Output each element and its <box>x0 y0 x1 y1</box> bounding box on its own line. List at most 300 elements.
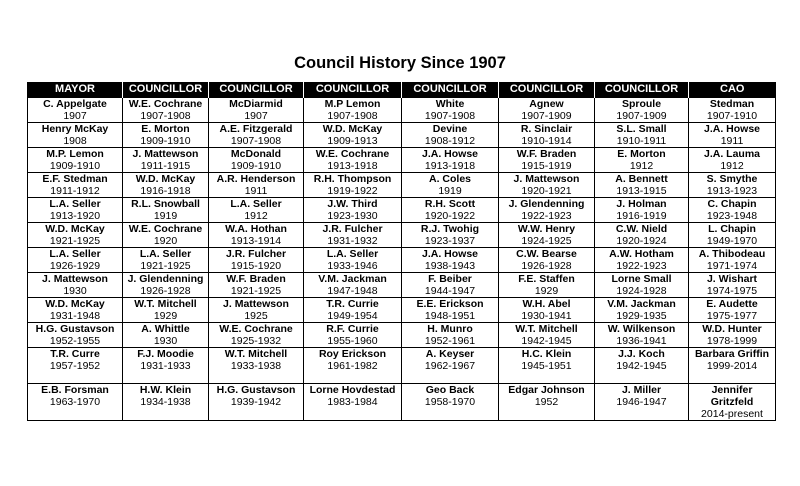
term-years: 1949-1954 <box>327 310 378 322</box>
person-name: Barbara Griffin <box>694 348 770 360</box>
cao-cell <box>689 198 776 223</box>
person-name: S. Smythe <box>706 173 758 185</box>
cao-cell <box>689 348 776 384</box>
term-years: 1978-1999 <box>706 335 758 347</box>
term-years: 1919 <box>153 210 178 222</box>
person-name: Sproule <box>621 98 662 110</box>
term-years: 1930 <box>153 335 178 347</box>
person-name: J.A. Lauma <box>703 148 761 160</box>
person-name: Agnew <box>529 98 564 110</box>
councillor-cell <box>402 98 499 123</box>
person-name: E. Morton <box>617 148 666 160</box>
term-years: 1952 <box>534 396 559 408</box>
term-years: 2014-present <box>701 408 763 420</box>
mayor-cell <box>28 148 123 173</box>
term-years: 1921-1925 <box>230 285 282 297</box>
term-years: 1945-1951 <box>521 360 572 372</box>
term-years: 1925-1932 <box>230 335 282 347</box>
person-name: R.L. Snowball <box>131 198 200 210</box>
councillor-cell <box>123 173 209 198</box>
person-name: C.W. Nield <box>615 223 668 235</box>
councillor-cell <box>304 248 402 273</box>
term-years: 1921-1925 <box>140 260 191 272</box>
councillor-cell <box>209 148 304 173</box>
table-row <box>28 323 776 348</box>
mayor-cell <box>28 173 123 198</box>
person-name: A.E. Fitzgerald <box>219 123 293 135</box>
term-years: 1920-1921 <box>521 185 572 197</box>
person-name: W.E. Cochrane <box>128 223 203 235</box>
councillor-cell <box>595 98 689 123</box>
cao-cell <box>689 248 776 273</box>
term-years: 1952-1955 <box>49 335 101 347</box>
person-name: A. Coles <box>428 173 471 185</box>
term-years: 1983-1984 <box>327 396 378 408</box>
councillor-cell <box>304 123 402 148</box>
person-name: W.D. McKay <box>322 123 383 135</box>
term-years: 1911 <box>244 185 268 197</box>
person-name: W.T. Mitchell <box>224 348 288 360</box>
councillor-cell <box>595 223 689 248</box>
person-name: J. Mattewson <box>42 273 108 285</box>
term-years: 1911-1915 <box>140 160 191 172</box>
councillor-cell <box>209 98 304 123</box>
councillor-cell <box>499 323 595 348</box>
cao-cell <box>689 98 776 123</box>
term-years: 1913-1918 <box>327 160 378 172</box>
term-years: 1926-1928 <box>140 285 191 297</box>
table-row <box>28 298 776 323</box>
term-years: 1920-1922 <box>424 210 476 222</box>
councillor-cell <box>595 248 689 273</box>
header-councillor: COUNCILLOR <box>595 82 689 98</box>
councillor-cell <box>402 323 499 348</box>
council-history-table <box>27 82 776 421</box>
councillor-cell <box>209 323 304 348</box>
term-years: 1975-1977 <box>706 310 758 322</box>
person-name: J.A. Howse <box>421 148 479 160</box>
term-years: 1929-1935 <box>616 310 667 322</box>
councillor-cell <box>123 273 209 298</box>
term-years: 1913-1918 <box>424 160 476 172</box>
term-years: 1915-1919 <box>521 160 572 172</box>
term-years: 1931-1932 <box>327 235 378 247</box>
councillor-cell <box>123 384 209 421</box>
councillor-cell <box>209 348 304 384</box>
person-name: L.A. Seller <box>326 248 379 260</box>
councillor-cell <box>123 223 209 248</box>
person-name: H.G. Gustavson <box>35 323 115 335</box>
term-years: 1920 <box>153 235 178 247</box>
person-name: A.W. Hotham <box>609 248 674 260</box>
term-years: 1934-1938 <box>140 396 191 408</box>
header-row <box>28 82 776 98</box>
councillor-cell <box>123 298 209 323</box>
person-name: H. Munro <box>427 323 473 335</box>
person-name: E. Morton <box>141 123 190 135</box>
councillor-cell <box>595 173 689 198</box>
person-name: W.F. Braden <box>516 148 577 160</box>
councillor-cell <box>402 348 499 384</box>
term-years: 1907-1908 <box>230 135 282 147</box>
person-name: J. Holman <box>616 198 667 210</box>
cao-cell <box>689 384 776 421</box>
person-name: R.F. Currie <box>326 323 379 335</box>
person-name: S.L. Small <box>616 123 667 135</box>
mayor-cell <box>28 298 123 323</box>
person-name: H.W. Klein <box>139 384 192 396</box>
councillor-cell <box>402 273 499 298</box>
mayor-cell <box>28 198 123 223</box>
header-mayor: MAYOR <box>28 82 123 98</box>
councillor-cell <box>304 198 402 223</box>
person-name: Lorne Hovdestad <box>309 384 396 396</box>
person-name: W.T. Mitchell <box>515 323 578 335</box>
term-years: 1924-1928 <box>616 285 667 297</box>
person-name: J. Mattewson <box>132 148 199 160</box>
term-years: 1946-1947 <box>616 396 667 408</box>
term-years: 1909-1910 <box>140 135 191 147</box>
person-name: A. Bennett <box>615 173 668 185</box>
term-years: 1911 <box>720 135 744 147</box>
term-years: 1962-1967 <box>424 360 476 372</box>
person-name: J. Miller <box>621 384 662 396</box>
person-name: L.A. Seller <box>139 248 192 260</box>
person-name: J. Glendenning <box>127 273 204 285</box>
term-years: 1908 <box>63 135 87 147</box>
term-years: 1910-1914 <box>521 135 572 147</box>
person-name: J. Mattewson <box>513 173 580 185</box>
term-years: 1929 <box>153 310 178 322</box>
term-years: 1907-1909 <box>521 110 572 122</box>
term-years: 1939-1942 <box>230 396 282 408</box>
person-name: Edgar Johnson <box>508 384 585 396</box>
councillor-cell <box>123 248 209 273</box>
term-years: 1974-1975 <box>706 285 758 297</box>
person-name: W.D. McKay <box>135 173 196 185</box>
person-name: W.E. Cochrane <box>315 148 390 160</box>
councillor-cell <box>123 148 209 173</box>
table-row <box>28 198 776 223</box>
person-name: Devine <box>432 123 468 135</box>
term-years: 1913-1915 <box>616 185 667 197</box>
councillor-cell <box>402 123 499 148</box>
person-name: J.A. Howse <box>421 248 479 260</box>
councillor-cell <box>123 323 209 348</box>
term-years: 1907-1909 <box>616 110 667 122</box>
councillor-cell <box>402 173 499 198</box>
person-name: F. Beiber <box>428 273 472 285</box>
term-years: 1907-1908 <box>140 110 191 122</box>
person-name: W.D. McKay <box>45 223 105 235</box>
person-name: H.G. Gustavson <box>216 384 296 396</box>
person-name: J. Mattewson <box>223 298 289 310</box>
mayor-cell <box>28 98 123 123</box>
councillor-cell <box>304 173 402 198</box>
person-name: V.M. Jackman <box>318 273 387 285</box>
councillor-cell <box>304 323 402 348</box>
term-years: 1933-1946 <box>327 260 378 272</box>
mayor-cell <box>28 323 123 348</box>
term-years: 1930-1941 <box>521 310 572 322</box>
term-years: 1912 <box>629 160 654 172</box>
term-years: 1907-1908 <box>424 110 476 122</box>
term-years: 1912 <box>244 210 268 222</box>
term-years: 1955-1960 <box>327 335 378 347</box>
mayor-cell <box>28 248 123 273</box>
person-name: Henry McKay <box>41 123 109 135</box>
person-name: L.A. Seller <box>49 248 101 260</box>
page-title: Council History Since 1907 <box>294 54 506 72</box>
councillor-cell <box>304 298 402 323</box>
person-name: M.P Lemon <box>324 98 381 110</box>
councillor-cell <box>499 148 595 173</box>
term-years: 1909-1910 <box>49 160 101 172</box>
councillor-cell <box>209 384 304 421</box>
header-councillor: COUNCILLOR <box>123 82 209 98</box>
person-name: J. Wishart <box>706 273 758 285</box>
term-years: 1958-1970 <box>424 396 476 408</box>
term-years: 1907 <box>244 110 268 122</box>
person-name: W.H. Abel <box>522 298 571 310</box>
term-years: 1909-1910 <box>230 160 282 172</box>
term-years: 1907 <box>63 110 87 122</box>
term-years: 1919 <box>438 185 462 197</box>
table-row <box>28 348 776 384</box>
term-years: 1919-1922 <box>327 185 378 197</box>
cao-cell <box>689 298 776 323</box>
table-row <box>28 223 776 248</box>
councillor-cell <box>123 198 209 223</box>
councillor-cell <box>402 248 499 273</box>
person-name: W.T. Mitchell <box>134 298 197 310</box>
table-row <box>28 148 776 173</box>
councillor-cell <box>402 148 499 173</box>
person-name: W.A. Hothan <box>225 223 287 235</box>
person-name: E.B. Forsman <box>41 384 109 396</box>
table-row <box>28 123 776 148</box>
term-years: 1931-1933 <box>140 360 191 372</box>
person-name: R.J. Twohig <box>420 223 480 235</box>
person-name: Jennifer Gritzfeld <box>710 384 754 408</box>
councillor-cell <box>595 123 689 148</box>
person-name: W.F. Braden <box>226 273 286 285</box>
term-years: 1929 <box>534 285 559 297</box>
councillor-cell <box>499 173 595 198</box>
person-name: Geo Back <box>425 384 475 396</box>
councillor-cell <box>123 98 209 123</box>
term-years: 1915-1920 <box>230 260 282 272</box>
councillor-cell <box>595 273 689 298</box>
term-years: 1925 <box>244 310 268 322</box>
term-years: 1913-1923 <box>706 185 758 197</box>
header-councillor: COUNCILLOR <box>402 82 499 98</box>
person-name: W.W. Henry <box>517 223 576 235</box>
cao-cell <box>689 173 776 198</box>
term-years: 1923-1948 <box>706 210 758 222</box>
mayor-cell <box>28 223 123 248</box>
person-name: E. Audette <box>706 298 758 310</box>
term-years: 1924-1925 <box>521 235 572 247</box>
term-years: 1942-1945 <box>616 360 667 372</box>
person-name: F.E. Staffen <box>518 273 575 285</box>
cao-cell <box>689 148 776 173</box>
term-years: 1948-1951 <box>424 310 476 322</box>
header-cao: CAO <box>689 82 776 98</box>
councillor-cell <box>499 198 595 223</box>
term-years: 1944-1947 <box>424 285 476 297</box>
councillor-cell <box>499 298 595 323</box>
councillor-cell <box>304 98 402 123</box>
term-years: 1947-1948 <box>327 285 378 297</box>
term-years: 1930 <box>63 285 87 297</box>
councillor-cell <box>499 223 595 248</box>
table-body <box>28 98 776 421</box>
term-years: 1907-1908 <box>327 110 378 122</box>
term-years: 1961-1982 <box>327 360 378 372</box>
term-years: 1999-2014 <box>706 360 758 372</box>
person-name: J.J. Koch <box>618 348 665 360</box>
header-councillor: COUNCILLOR <box>499 82 595 98</box>
councillor-cell <box>595 323 689 348</box>
term-years: 1922-1923 <box>521 210 572 222</box>
person-name: W.D. Hunter <box>702 323 762 335</box>
term-years: 1913-1914 <box>230 235 282 247</box>
term-years: 1920-1924 <box>616 235 667 247</box>
councillor-cell <box>595 148 689 173</box>
cao-cell <box>689 273 776 298</box>
term-years: 1909-1913 <box>327 135 378 147</box>
councillor-cell <box>304 223 402 248</box>
term-years: 1931-1948 <box>49 310 101 322</box>
term-years: 1911-1912 <box>50 185 100 197</box>
councillor-cell <box>209 298 304 323</box>
councillor-cell <box>402 198 499 223</box>
term-years: 1926-1929 <box>49 260 101 272</box>
person-name: Stedman <box>709 98 755 110</box>
person-name: Roy Erickson <box>318 348 387 360</box>
councillor-cell <box>209 273 304 298</box>
person-name: L.A. Seller <box>49 198 101 210</box>
term-years: 1907-1910 <box>706 110 758 122</box>
table-row <box>28 173 776 198</box>
person-name: J.R. Fulcher <box>225 248 287 260</box>
councillor-cell <box>209 198 304 223</box>
term-years: 1916-1919 <box>616 210 667 222</box>
councillor-cell <box>209 173 304 198</box>
person-name: T.R. Curre <box>50 348 100 360</box>
mayor-cell <box>28 123 123 148</box>
term-years: 1936-1941 <box>616 335 667 347</box>
person-name: M.P. Lemon <box>46 148 104 160</box>
person-name: R.H. Scott <box>424 198 476 210</box>
person-name: W. Wilkenson <box>607 323 676 335</box>
mayor-cell <box>28 384 123 421</box>
councillor-cell <box>304 273 402 298</box>
councillor-cell <box>499 348 595 384</box>
person-name: L. Chapin <box>708 223 756 235</box>
cao-cell <box>689 223 776 248</box>
councillor-cell <box>209 123 304 148</box>
term-years: 1933-1938 <box>230 360 282 372</box>
term-years: 1923-1937 <box>424 235 476 247</box>
person-name: H.C. Klein <box>521 348 572 360</box>
person-name: R.H. Thompson <box>313 173 392 185</box>
person-name: W.E. Cochrane <box>128 98 203 110</box>
person-name: White <box>435 98 465 110</box>
councillor-cell <box>123 348 209 384</box>
person-name: J.W. Third <box>327 198 378 210</box>
cao-cell <box>689 323 776 348</box>
header-councillor: COUNCILLOR <box>209 82 304 98</box>
person-name: V.M. Jackman <box>607 298 676 310</box>
councillor-cell <box>304 384 402 421</box>
term-years: 1963-1970 <box>49 396 101 408</box>
councillor-cell <box>304 348 402 384</box>
term-years: 1912 <box>720 160 744 172</box>
table-row <box>28 273 776 298</box>
term-years: 1916-1918 <box>140 185 191 197</box>
term-years: 1952-1961 <box>424 335 476 347</box>
person-name: C. Chapin <box>707 198 757 210</box>
person-name: McDonald <box>230 148 282 160</box>
table-row <box>28 384 776 421</box>
table-row <box>28 248 776 273</box>
person-name: W.D. McKay <box>45 298 105 310</box>
header-councillor: COUNCILLOR <box>304 82 402 98</box>
person-name: A. Thibodeau <box>698 248 766 260</box>
person-name: F.J. Moodie <box>137 348 194 360</box>
cao-cell <box>689 123 776 148</box>
person-name: W.E. Cochrane <box>219 323 293 335</box>
person-name: R. Sinclair <box>520 123 573 135</box>
term-years: 1922-1923 <box>616 260 667 272</box>
term-years: 1913-1920 <box>49 210 101 222</box>
councillor-cell <box>499 98 595 123</box>
term-years: 1910-1911 <box>616 135 667 147</box>
term-years: 1957-1952 <box>49 360 101 372</box>
councillor-cell <box>209 248 304 273</box>
person-name: Lorne Small <box>611 273 672 285</box>
person-name: A.R. Henderson <box>216 173 296 185</box>
mayor-cell <box>28 273 123 298</box>
person-name: C.W. Bearse <box>516 248 577 260</box>
term-years: 1908-1912 <box>424 135 476 147</box>
person-name: A. Whittle <box>141 323 190 335</box>
person-name: J.A. Howse <box>703 123 761 135</box>
person-name: J.R. Fulcher <box>322 223 383 235</box>
person-name: E.F. Stedman <box>42 173 108 185</box>
councillor-cell <box>402 384 499 421</box>
person-name: McDiarmid <box>229 98 283 110</box>
term-years: 1921-1925 <box>49 235 101 247</box>
term-years: 1923-1930 <box>327 210 378 222</box>
person-name: C. Appelgate <box>43 98 107 110</box>
person-name: A. Keyser <box>425 348 475 360</box>
councillor-cell <box>402 223 499 248</box>
term-years: 1938-1943 <box>424 260 476 272</box>
person-name: L.A. Seller <box>230 198 282 210</box>
councillor-cell <box>499 123 595 148</box>
councillor-cell <box>304 148 402 173</box>
term-years: 1942-1945 <box>521 335 572 347</box>
councillor-cell <box>595 384 689 421</box>
councillor-cell <box>595 348 689 384</box>
mayor-cell <box>28 348 123 384</box>
term-years: 1926-1928 <box>521 260 572 272</box>
person-name: J. Glendenning <box>508 198 585 210</box>
councillor-cell <box>595 198 689 223</box>
